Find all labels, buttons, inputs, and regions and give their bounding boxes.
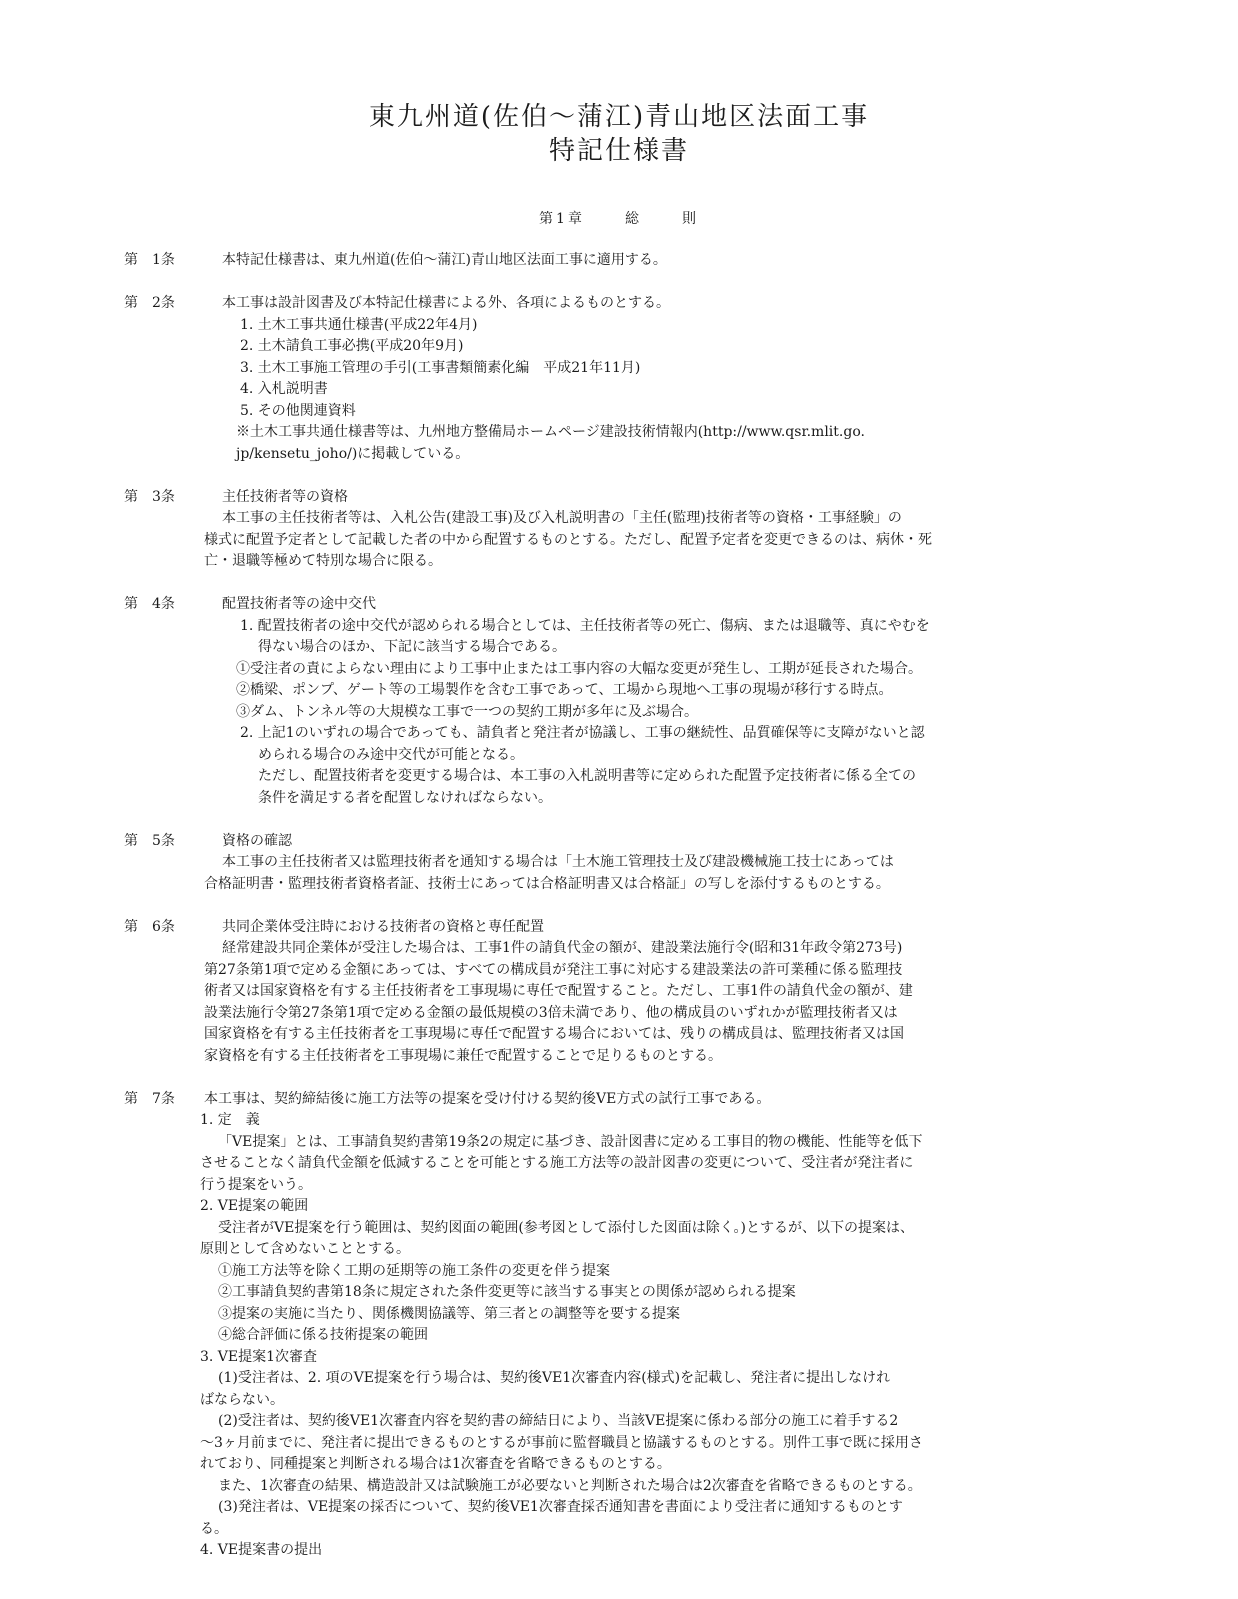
chapter-name-a: 総: [624, 211, 642, 227]
article-number: 第 5条: [124, 832, 175, 849]
article-line: ③提案の実施に当たり、関係機関協議等、第三者との調整等を要する提案: [218, 1305, 680, 1322]
article-line: 1. 土木工事共通仕様書(平成22年4月): [240, 316, 478, 333]
article-line: 4. 入札説明書: [240, 381, 328, 397]
article-line: ③ダム、トンネル等の大規模な工事で一つの契約工期が多年に及ぶ場合。: [236, 703, 698, 720]
article: [0, 293, 1238, 465]
article-line: させることなく請負代金額を低減することを可能とする施工方法等の設計図書の変更について、受注者が発注者に: [200, 1155, 914, 1171]
article-number: 第 3条: [124, 488, 175, 505]
article-line: 3. VE提案1次審査: [200, 1348, 318, 1365]
article-line: 亡・退職等極めて特別な場合に限る。: [204, 553, 442, 569]
article-line: 主任技術者等の資格: [222, 488, 348, 505]
article-line: 5. その他関連資料: [240, 402, 356, 419]
article: [0, 1089, 1238, 1562]
article-line: 家資格を有する主任技術者を工事現場に兼任で配置することで足りるものとする。: [204, 1047, 722, 1064]
article-line: 本特記仕様書は、東九州道(佐伯～蒲江)青山地区法面工事に適用する。: [222, 252, 667, 268]
article: [0, 487, 1238, 573]
article-line: 得ない場合のほか、下記に該当する場合である。: [258, 639, 566, 655]
document-title: 東九州道(佐伯～蒲江)青山地区法面工事: [368, 102, 870, 132]
article-line: 1. 定 義: [200, 1112, 260, 1128]
article-line: 2. VE提案の範囲: [200, 1198, 309, 1214]
article-line: 本工事は設計図書及び本特記仕様書による外、各項によるものとする。: [222, 295, 670, 311]
article-line: 条件を満足する者を配置しなければならない。: [258, 789, 552, 806]
article-line: 「VE提案」とは、工事請負契約書第19条2の規定に基づき、設計図書に定める工事目的物の機能、性能等を低下: [218, 1133, 923, 1150]
article-line: 配置技術者等の途中交代: [222, 596, 376, 612]
article-line: 共同企業体受注時における技術者の資格と専任配置: [222, 918, 544, 935]
article: [0, 917, 1238, 1068]
article-line: ただし、配置技術者を変更する場合は、本工事の入札説明書等に定められた配置予定技術者に係る全ての: [258, 768, 916, 784]
article-line: 術者又は国家資格を有する主任技術者を工事現場に専任で配置すること。ただし、工事1件の請負代金の額が、建: [204, 983, 913, 999]
article-line: (2)受注者は、契約後VE1次審査内容を契約書の締結日により、当該VE提案に係わる部分の施工に着手する2: [218, 1413, 899, 1429]
articles-container: [0, 250, 1238, 1583]
article-line: ばならない。: [200, 1391, 284, 1408]
chapter-name-b: 則: [681, 211, 699, 227]
article-line: ①施工方法等を除く工期の延期等の施工条件の変更を伴う提案: [218, 1262, 610, 1279]
article-line: 合格証明書・監理技術者資格者証、技術士にあっては合格証明書又は合格証」の写しを添付するものとする。: [204, 875, 890, 892]
article-line: ②工事請負契約書第18条に規定された条件変更等に該当する事実との関係が認められる提案: [218, 1284, 796, 1300]
article-line: 2. 上記1のいずれの場合であっても、請負者と発注者が協議し、工事の継続性、品質確保等に支障がないと認: [240, 725, 925, 741]
article-line: 3. 土木工事施工管理の手引(工事書類簡素化編 平成21年11月): [240, 359, 641, 376]
article-line: ～3ヶ月前までに、発注者に提出できるものとするが事前に監督職員と協議するものとする。別件工事で既に採用さ: [200, 1434, 923, 1451]
document-subtitle: 特記仕様書: [548, 136, 689, 166]
article-line: (1)受注者は、2. 項のVE提案を行う場合は、契約後VE1次審査内容(様式)を記載し、発注者に提出しなけれ: [218, 1370, 891, 1386]
article-line: jp/kensetu_joho/)に掲載している。: [236, 445, 470, 462]
article-number: 第 2条: [124, 295, 175, 311]
article-number: 第 4条: [124, 596, 175, 612]
article-line: れており、同種提案と判断される場合は1次審査を省略できるものとする。: [200, 1456, 671, 1472]
article-line: (3)発注者は、VE提案の採否について、契約後VE1次審査採否通知書を書面により受注者に通知するものとす: [218, 1499, 903, 1515]
article: [0, 250, 1238, 272]
article-number: 第 7条: [124, 1090, 175, 1107]
article-line: 4. VE提案書の提出: [200, 1542, 323, 1558]
chapter-number: 第1章: [539, 211, 585, 227]
article-line: ②橋梁、ポンプ、ゲート等の工場製作を含む工事であって、工場から現地へ工事の現場が移行する時点。: [236, 682, 893, 698]
article-line: 様式に配置予定者として記載した者の中から配置するものとする。ただし、配置予定者を変更できるのは、病休・死: [204, 531, 932, 548]
article-line: 設業法施行令第27条第1項で定める金額の最低規模の3倍未満であり、他の構成員のいずれかが監理技術者又は: [204, 1004, 898, 1021]
article: [0, 594, 1238, 809]
article-line: 資格の確認: [222, 832, 292, 849]
article-line: ①受注者の責によらない理由により工事中止または工事内容の大幅な変更が発生し、工期が延長された場合。: [236, 660, 922, 677]
article-line: 行う提案をいう。: [200, 1176, 312, 1193]
article-line: また、1次審査の結果、構造設計又は試験施工が必要ないと判断された場合は2次審査を省略できるものとする。: [218, 1477, 922, 1494]
article-line: ④総合評価に係る技術提案の範囲: [218, 1327, 428, 1343]
article-line: ※土木工事共通仕様書等は、九州地方整備局ホームページ建設技術情報内(http://www.qsr.mlit.go.: [236, 424, 865, 440]
article-line: 1. 配置技術者の途中交代が認められる場合としては、主任技術者等の死亡、傷病、または退職等、真にやむを: [240, 617, 930, 634]
article-line: 原則として含めないこととする。: [200, 1241, 410, 1257]
article-line: 本工事は、契約締結後に施工方法等の提案を受け付ける契約後VE方式の試行工事である。: [204, 1090, 771, 1107]
article-line: 受注者がVE提案を行う範囲は、契約図面の範囲(参考図として添付した図面は除く。)とするが、以下の提案は、: [218, 1219, 914, 1236]
article-line: 経常建設共同企業体が受注した場合は、工事1件の請負代金の額が、建設業法施行令(昭和31年政令第273号): [222, 940, 903, 956]
article-line: 本工事の主任技術者等は、入札公告(建設工事)及び入札説明書の「主任(監理)技術者等の資格・工事経験」の: [222, 510, 902, 526]
article-line: 国家資格を有する主任技術者を工事現場に専任で配置する場合においては、残りの構成員は、監理技術者又は国: [204, 1026, 904, 1042]
article-number: 第 1条: [124, 252, 175, 268]
article-line: 本工事の主任技術者又は監理技術者を通知する場合は「土木施工管理技士及び建設機械施工技士にあっては: [222, 854, 894, 870]
article-number: 第 6条: [124, 918, 175, 935]
article-line: る。: [200, 1520, 228, 1537]
article-line: 第27条第1項で定める金額にあっては、すべての構成員が発注工事に対応する建設業法の許可業種に係る監理技: [204, 961, 903, 978]
article-line: められる場合のみ途中交代が可能となる。: [258, 746, 524, 763]
article-line: 2. 土木請負工事必携(平成20年9月): [240, 338, 464, 354]
article: [0, 831, 1238, 896]
chapter-heading: [0, 208, 1238, 228]
title-block: [0, 100, 1238, 168]
